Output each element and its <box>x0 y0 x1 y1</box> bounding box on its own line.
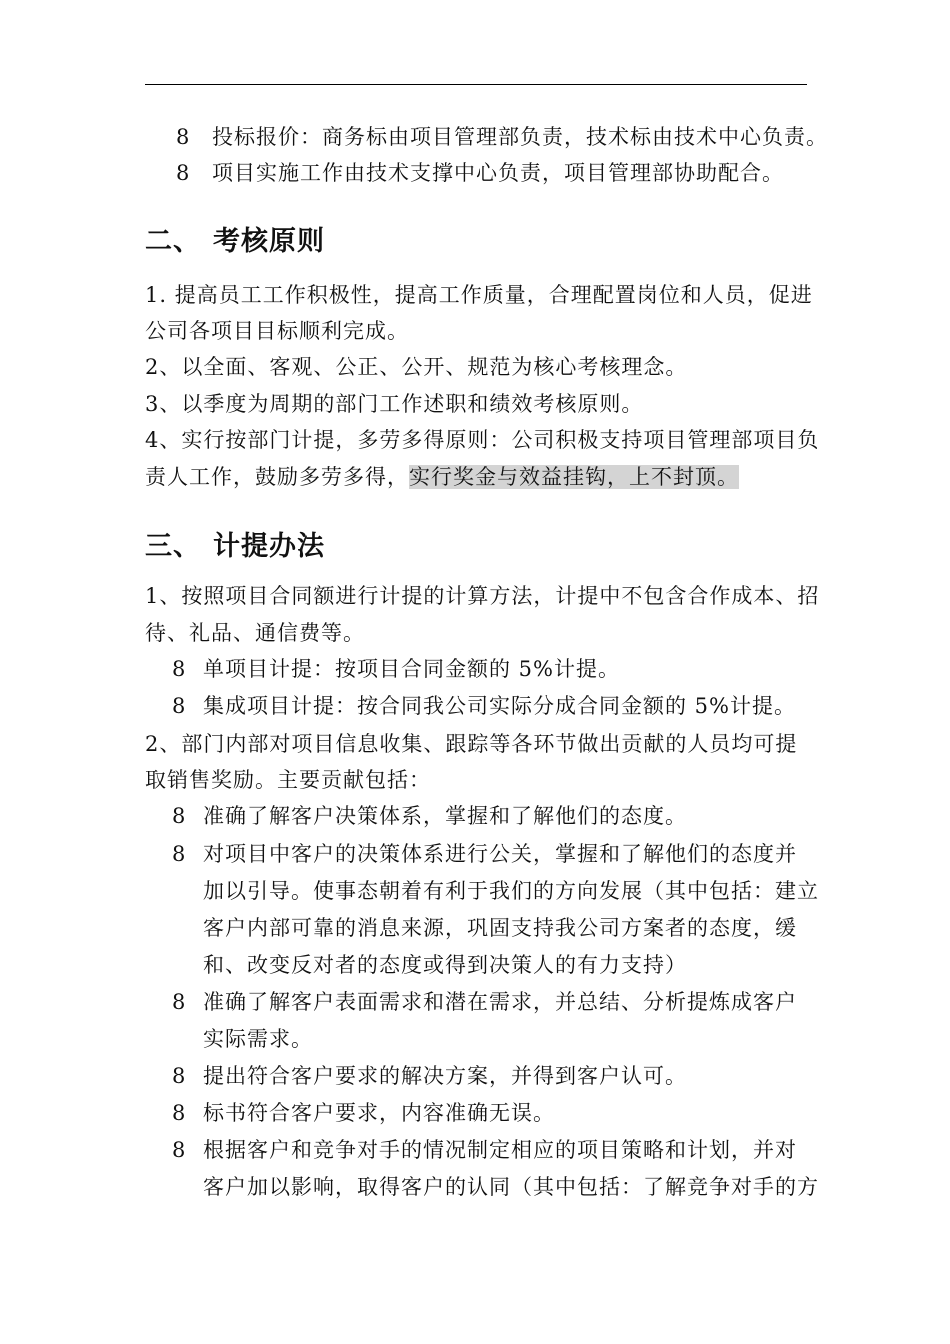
paragraph-line: 1. 提高员工工作积极性，提高工作质量，合理配置岗位和人员，促进 <box>145 283 813 307</box>
bullet-text: 标书符合客户要求，内容准确无误。 <box>203 1101 555 1125</box>
bullet-marker: 8 <box>172 990 186 1014</box>
section-number: 三、 <box>145 531 201 562</box>
paragraph-line: 2、以全面、客观、公正、公开、规范为核心考核理念。 <box>145 355 688 379</box>
bullet-text: 集成项目计提：按合同我公司实际分成合同金额的 5%计提。 <box>203 694 796 718</box>
bullet-marker: 8 <box>172 694 186 718</box>
bullet-marker: 8 <box>172 657 186 681</box>
header-rule <box>145 84 807 85</box>
bullet-text: 客户加以影响，取得客户的认同（其中包括：了解竞争对手的方 <box>203 1175 819 1199</box>
bullet-text: 客户内部可靠的消息来源，巩固支持我公司方案者的态度，缓 <box>203 916 797 940</box>
bullet-text: 根据客户和竞争对手的情况制定相应的项目策略和计划，并对 <box>203 1138 797 1162</box>
bullet-text: 提出符合客户要求的解决方案，并得到客户认可。 <box>203 1064 687 1088</box>
bullet-text: 实际需求。 <box>203 1027 313 1051</box>
bullet-marker: 8 <box>172 1101 186 1125</box>
bullet-text: 准确了解客户表面需求和潜在需求，并总结、分析提炼成客户 <box>203 990 797 1014</box>
section-title: 考核原则 <box>213 226 325 257</box>
bullet-text: 和、改变反对者的态度或得到决策人的有力支持） <box>203 953 687 977</box>
bullet-text: 对项目中客户的决策体系进行公关，掌握和了解他们的态度并 <box>203 842 797 866</box>
section-heading-2 <box>145 222 325 262</box>
paragraph-line <box>145 459 739 495</box>
bullet-marker: 8 <box>172 1064 186 1088</box>
bullet-text: 加以引导。使事态朝着有利于我们的方向发展（其中包括：建立 <box>203 879 819 903</box>
paragraph-line: 取销售奖励。主要贡献包括： <box>145 768 431 792</box>
bullet-text: 准确了解客户决策体系，掌握和了解他们的态度。 <box>203 804 687 828</box>
plain-text: 责人工作，鼓励多劳多得， <box>145 465 409 489</box>
section-heading-3 <box>145 527 325 567</box>
bullet-text: 投标报价：商务标由项目管理部负责，技术标由技术中心负责。 <box>212 125 828 149</box>
bullet-marker: 8 <box>172 842 186 866</box>
paragraph-line: 待、礼品、通信费等。 <box>145 621 365 645</box>
highlighted-text: 实行奖金与效益挂钩，上不封顶。 <box>409 465 739 489</box>
bullet-marker: 8 <box>176 161 190 185</box>
bullet-marker: 8 <box>172 1138 186 1162</box>
paragraph-line: 4、实行按部门计提，多劳多得原则：公司积极支持项目管理部项目负 <box>145 428 820 452</box>
bullet-marker: 8 <box>172 804 186 828</box>
paragraph-line: 2、部门内部对项目信息收集、跟踪等各环节做出贡献的人员均可提 <box>145 732 798 756</box>
section-title: 计提办法 <box>213 531 325 562</box>
bullet-marker: 8 <box>176 125 190 149</box>
bullet-text: 单项目计提：按项目合同金额的 5%计提。 <box>203 657 620 681</box>
paragraph-line: 1、按照项目合同额进行计提的计算方法，计提中不包含合作成本、招 <box>145 584 820 608</box>
paragraph-line: 3、以季度为周期的部门工作述职和绩效考核原则。 <box>145 392 644 416</box>
section-number: 二、 <box>145 226 201 257</box>
bullet-text: 项目实施工作由技术支撑中心负责，项目管理部协助配合。 <box>212 161 784 185</box>
paragraph-line: 公司各项目目标顺利完成。 <box>145 319 409 343</box>
